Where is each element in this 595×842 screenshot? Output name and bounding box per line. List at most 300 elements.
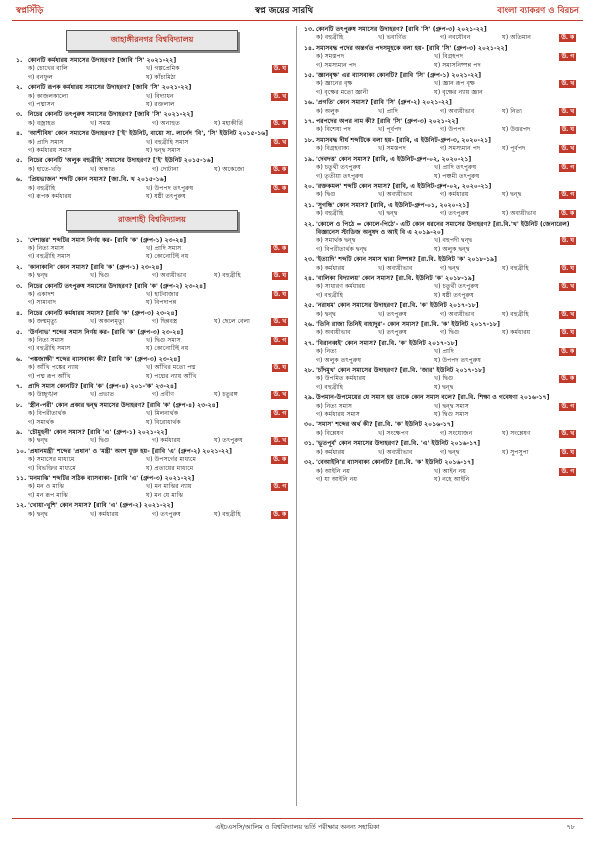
options-block [16, 185, 288, 202]
question-line [304, 183, 576, 191]
option: গ) উপপদ [440, 126, 465, 134]
footer-text: এইচএসসি/আলিম ও বিশ্ববিদ্যালয় ভর্তি পরীক্ষার অনন্য সহায়িকা [215, 823, 380, 831]
answer-badge: উ. খ [273, 319, 286, 326]
question-number: ৬. [16, 355, 23, 363]
question-line [16, 57, 288, 65]
question-number: ২৭. [304, 339, 315, 347]
left-column [16, 26, 288, 521]
answer-badge: উ. খ [561, 108, 574, 115]
option-row [28, 345, 288, 353]
question-line [16, 502, 288, 510]
options-block [304, 164, 576, 181]
option: খ) দ্বন্দ্ব সমাস [434, 402, 469, 410]
option: খ) প্রাদি সমাস [146, 244, 182, 252]
question-item [304, 321, 576, 338]
option: ঘ) বৃক্ষের ন্যায় জ্ঞান [434, 88, 483, 96]
option-row [28, 511, 288, 519]
question-item [16, 402, 288, 427]
option: ক) নিত্য [316, 348, 337, 356]
question-line [16, 475, 288, 483]
option-row [316, 411, 576, 419]
option: ক) বিশেষ্য পদ [316, 126, 351, 134]
question-number: ১০. [16, 447, 27, 455]
question-text: 'আশীবিষ' কোন সমাসের উদাহরণ? ['ই' ইউনিট, বায়ো সা. লার্নেদ 'বি', 'সি' ইউনিট ২০১৫-১৬] [28, 130, 269, 138]
question-line [16, 84, 288, 92]
option: ক) সমস্তপদ [316, 53, 345, 61]
option: গ) সমার্থক [28, 418, 55, 426]
question-text: 'পঙ্কজাক্ষী' শব্দের ব্যাসবাক্য কী? [রাবি 'ক' (গ্রুপ-৩) ২৩-২৪] [28, 355, 181, 363]
question-item [304, 302, 576, 319]
footer-rule [12, 818, 583, 819]
option-row [316, 237, 576, 245]
options-block [16, 511, 288, 519]
question-text: সমাসবদ্ধ দীর্ঘ শব্দটিকে বলা হয়- [রাবি, এ ইউনিট-গ্রুপ-৩, ২০২০-২১] [316, 136, 491, 144]
question-number: ৭. [16, 383, 23, 390]
option: ক) কর্মধারয় [316, 264, 345, 272]
option: খ) দ্বিগু [90, 437, 110, 445]
option-row [28, 419, 288, 427]
option-row [316, 191, 576, 199]
section-title-jahangirnagar: জাহাঙ্গীরনগর বিশ্ববিদ্যালয় [66, 30, 238, 51]
option: ঘ) প্রত্যয়ের মাধ্যমে [146, 464, 194, 472]
option-row [28, 465, 288, 473]
question-list [16, 237, 288, 520]
option: ক) আইনি নয় [316, 467, 350, 475]
answer-badge: উ. ঘ [561, 265, 574, 272]
option-row [316, 329, 576, 337]
answer-badge: উ. গ [561, 403, 574, 410]
question-number: ৮. [16, 401, 23, 409]
option: গ) বহুব্রীহি [316, 383, 344, 391]
answer-badge: উ. ক [561, 35, 574, 42]
question-number: ২. [16, 263, 23, 271]
question-item [16, 502, 288, 519]
option: ঘ) বিরোধার্থক [146, 418, 181, 426]
option-row [316, 80, 576, 88]
subject-title: বাংলা ব্যাকরণ ও বিরচন [497, 6, 579, 16]
option-row [28, 492, 288, 500]
question-text: কোনটি রূপক কর্মধারয় সমাসের উদাহরণ? [জাবি 'সি' ২০২১-২২] [28, 84, 192, 92]
option: ঘ) রক্তলাল [146, 101, 175, 109]
question-item [304, 202, 576, 219]
answer-badge: উ. খ [561, 284, 574, 291]
answer-badge: উ. ঘ [273, 273, 286, 280]
option: গ) অলুক তৎপুরুষ [316, 356, 362, 364]
question-line [304, 26, 576, 34]
options-block [304, 210, 576, 218]
question-line [16, 448, 288, 456]
question-item [304, 118, 576, 135]
question-item [304, 221, 576, 255]
option: গ) নবযৌবন [440, 34, 471, 42]
question-item [16, 475, 288, 500]
question-number: ২৮. [304, 367, 315, 375]
question-text: 'স্ত্রীন-পরী' কোন প্রকার দ্বন্দ্ব সমাসের উদাহরণ? [রাবি 'ক' (গ্রুপ-৪) ২৩-২৪] [28, 401, 219, 409]
option-row [316, 53, 576, 61]
question-text: প্রাদি সমাস কোনটি? [রাবি 'ক' (গ্রুপ-৪) ২০১-'ক' ২৩-২৪] [28, 383, 177, 390]
question-text: 'তিনি রাজা তিনিই বাহাদুর'- কোন সমাস? [রা.বি. 'ক' ইউনিট ২০১৭-১৮] [316, 321, 500, 328]
answer-badge: উ. গ [273, 337, 286, 344]
question-text: 'উর্ণনাভ' শব্দের সমাস নির্ণয় কর- [রাবি 'ক' (গ্রুপ-৩) ২৩-২৪] [28, 328, 184, 336]
option: ক) আঁখি পঙ্কের ন্যায় [28, 364, 79, 372]
option: খ) বিদ্যাধন [146, 92, 174, 100]
option: খ) প্রাদি তৎপুরুষ [434, 164, 477, 172]
option: গ) অব্যয়ীভাব [440, 310, 475, 318]
question-line [16, 283, 288, 291]
option: ঘ) দ্বিগু সমাস [434, 411, 469, 419]
option: গ) বিভক্তির মাধ্যমে [28, 464, 76, 472]
option: ক) দ্বন্দ্ব [28, 272, 48, 280]
question-text: নিচের কোনটি তৎপুরুষ সমাসের উদাহরণ? [রাবি 'ক' (গ্রুপ-২) ২৩-২৪] [28, 282, 206, 290]
header-rule [12, 20, 583, 21]
option: ঘ) বহুব্রীহি [214, 272, 241, 280]
question-number: ১. [16, 236, 23, 244]
option: খ) গল্পপ্রেমিক [146, 65, 180, 73]
option: ক) কাজলকালো [28, 92, 68, 100]
question-number: ১৩. [304, 26, 315, 33]
question-line [304, 72, 576, 80]
question-text: 'মনমাঝি' শব্দটির সঠিক ব্যাসবাক্য- [রাবি 'এ' (গ্রুপ-৩) ২০২১-২২] [28, 475, 195, 483]
option: খ) মন মাঝির ন্যায় [146, 483, 192, 491]
answer-badge: উ. ক [273, 120, 286, 127]
option: খ) সমস্তপদ [378, 145, 406, 153]
question-text: 'জ্ঞানবৃক্ষ' এর ব্যাসবাক্য কোনটি? [রাবি 'সি' (গ্রুপ-১) ২০২১-২২] [316, 72, 482, 80]
question-item [16, 111, 288, 128]
answer-badge: উ. ঘ [561, 238, 574, 245]
option-row [316, 108, 576, 116]
question-line [16, 264, 288, 272]
question-text: কোনটি তৎপুরুষ সমাসের উদাহরণ? [রাবি 'সি' (গ্রুপ-৩) ২০২১-২২] [316, 26, 487, 33]
option: ঘ) সংশ্লেষণ [502, 429, 531, 437]
option: ঘ) অকেজো [214, 165, 245, 173]
question-item [16, 383, 288, 400]
option: গ) বনফুল [28, 73, 53, 81]
question-text: উপমান-উপমেয়ের যে সমাস হয় তাকে কোন সমাস বলে? [রা.বি. শিক্ষা ও গবেষণা ২০১৬-১৭] [316, 394, 550, 402]
answer-badge: উ. গ [561, 165, 574, 172]
answer-badge: উ. ক [273, 185, 286, 192]
question-text: 'চাঁদমুখ' কোন সমাসের উদাহরণ? [রা.বি. 'জার' ইউনিট ২০১৭-১৮] [316, 367, 486, 375]
answer-badge: উ. ক [273, 245, 286, 252]
question-item [304, 394, 576, 419]
option-row [28, 185, 288, 193]
option: গ) প্রবীণ [152, 391, 175, 399]
option: ঘ) বহুব্রীহি [502, 264, 529, 272]
question-item [16, 57, 288, 82]
question-item [304, 459, 576, 484]
options-block [16, 245, 288, 262]
question-text: 'রক্তকমল' শব্দটি কোন সমাস? [রাবি, এ ইউনিট-গ্রুপ-০২, ২০২০-২১] [316, 182, 492, 190]
option-row [28, 65, 288, 73]
question-line [304, 221, 576, 238]
option-row [28, 139, 288, 147]
option: খ) পূর্বপদ [378, 126, 402, 134]
option-row [28, 272, 288, 280]
tagline: স্বপ্ন জয়ের সারথি [255, 6, 314, 16]
question-number: ৩. [16, 111, 23, 119]
options-block [304, 348, 576, 365]
answer-badge: উ. ক [561, 211, 574, 218]
option: ক) প্রাদি সমাস [28, 138, 64, 146]
options-block [304, 191, 576, 199]
question-text: নিচের কোনটি 'অলুক বহুব্রীহি' সমাসের উদাহরণ? ['ই' ইউনিট ২০১৫-১৬] [28, 157, 214, 165]
option: গ) সাম্যবাদ [28, 299, 57, 307]
question-text: 'প্রগতি' কোন সমাস? [রাবি 'সি' (গ্রুপ-২) ২০২১-২২] [316, 99, 452, 107]
option: ক) চোখের বালি [28, 65, 68, 73]
question-number: ২৩. [304, 256, 315, 264]
question-text: নিচের কোনটি কর্মধারয় সমাস? [রাবি 'ক' (গ্রুপ-৩) ২৩-২৪] [28, 309, 178, 317]
question-number: ১৭. [304, 118, 315, 126]
option-row [316, 403, 576, 411]
options-block [304, 329, 576, 337]
options-block [304, 34, 576, 42]
option-row [28, 391, 288, 399]
option: খ) হাটবাজার [146, 290, 179, 298]
option: গ) অব্যয়ীভাব [440, 107, 475, 115]
question-item [304, 26, 576, 43]
question-item [304, 156, 576, 181]
question-number: ৫. [16, 157, 23, 165]
option: ক) বহুব্রীহি [28, 184, 56, 192]
question-item [304, 72, 576, 97]
options-block [304, 283, 576, 300]
options-block [304, 53, 576, 70]
question-item [16, 130, 288, 155]
question-text: 'কোলে ও পিঠে = কোলে-পিঠে'- এটি কোন ধরনের সমাসের উদাহরণ? [রা.বি.'খ' ইউনিট (জেনারেল) বিজ্ঞানেস স্টাডিজ অনুষদ ও আই বি এ ২০১৯-২০] [316, 220, 570, 236]
option: গ) পদ্ম রূপ আঁখি [28, 372, 71, 380]
option-row [316, 283, 576, 291]
option: ঘ) অলুক দ্বন্দ্ব [434, 245, 470, 253]
question-text: 'সমাস' শব্দের অর্থ কী? [রা.বি. 'ক' ইউনিট ২০১৬-১৭] [316, 421, 454, 429]
answer-badge: উ. ক [561, 376, 574, 383]
answer-badge: উ. খ [273, 93, 286, 100]
options-block [16, 291, 288, 308]
question-line [304, 202, 576, 210]
option: খ) তৎপুরুষ [378, 329, 407, 337]
option: গ) বহুব্রীহি সমাস [28, 253, 71, 261]
answer-badge: উ. গ [273, 484, 286, 491]
question-line [304, 340, 576, 348]
answer-badge: উ. ঘ [273, 365, 286, 372]
answer-badge: উ. ক [273, 166, 286, 173]
question-number: ২৯. [304, 394, 315, 402]
answer-badge: উ. খ [561, 430, 574, 437]
option: গ) দ্বন্দ্ব [440, 264, 460, 272]
options-block [16, 456, 288, 473]
option: খ) উপপদ তৎপুরুষ [146, 184, 194, 192]
option: খ) চতুর্থী তৎপুরুষ [434, 283, 479, 291]
question-item [16, 237, 288, 262]
option: খ) মিলনার্থক [146, 410, 179, 418]
options-block [304, 145, 576, 153]
option: ঘ) সমাসনিষ্পন্ন পদ [434, 61, 481, 69]
question-item [16, 283, 288, 308]
question-item [304, 99, 576, 116]
option: ক) দ্বিগু [316, 191, 336, 199]
option: গ) সমস্যমান পদ [316, 61, 357, 69]
answer-badge: উ. গ [561, 192, 574, 199]
option: গ) অব্যয়ীভাব [152, 272, 187, 280]
question-line [16, 237, 288, 245]
answer-badge: উ. ক [273, 457, 286, 464]
question-line [16, 356, 288, 364]
question-number: ৩. [16, 282, 23, 290]
option: খ) বহুব্রীহি সমাস [146, 138, 189, 146]
brand-name: স্বপ্নসিঁড়ি [16, 6, 44, 16]
option: গ) কর্মধারয় সমাস [316, 411, 360, 419]
option: ঘ) অতিমান [502, 34, 531, 42]
options-block [304, 237, 576, 254]
option: ঘ) দ্বন্দ্ব সমাস [146, 147, 181, 155]
option-row [316, 476, 576, 484]
question-text: পরপদের অপর নাম কী? [রাবি 'সি' (গ্রুপ-৩) ২০২১-২২] [316, 118, 459, 126]
question-line [16, 130, 288, 138]
option-row [28, 93, 288, 101]
answer-badge: উ. ঘ [273, 66, 286, 73]
option: ক) জ্ঞানের বৃক্ষ [316, 80, 353, 88]
option: ক) নিত্য সমাস [28, 336, 64, 344]
column-divider [296, 26, 297, 806]
option-row [28, 299, 288, 307]
question-item [16, 84, 288, 109]
option-row [28, 410, 288, 418]
answer-badge: উ. ঘ [561, 127, 574, 134]
option: ক) মন ও মাঝি [28, 483, 65, 491]
option: ক) সাধারণ কর্মধারয় [316, 283, 366, 291]
option: ক) দ্বন্দ্ব [28, 510, 48, 518]
option-row [28, 318, 288, 326]
option: খ) দ্বিগু সমাস [146, 336, 181, 344]
option: গ) তৃতীয়া তৎপুরুষ [316, 172, 364, 180]
question-text: 'দেশান্তর' শব্দটির সমাস নির্ণয় কর- [রাবি 'ক' (গ্রুপ-১) ২৩-২৪] [28, 236, 187, 244]
option: খ) বিগ্রহপদ [434, 53, 463, 61]
answer-badge: উ. খ [561, 81, 574, 88]
option: খ) আঁখির মতো পদ্ম [146, 364, 196, 372]
option-row [316, 384, 576, 392]
question-item [304, 340, 576, 365]
options-block [304, 80, 576, 97]
option: খ) অন্ধাত [90, 165, 116, 173]
answer-badge: উ. খ [273, 139, 286, 146]
option: খ) দ্বন্দ্ব [378, 210, 398, 218]
question-number: ১৮. [304, 136, 315, 144]
question-number: ১২. [16, 502, 27, 510]
option-row [316, 34, 576, 42]
question-text: 'খোয়া-খুশি' কোন সমাস? [রাবি 'এ' (গ্রুপ-২) ২০২১-২২] [28, 502, 174, 510]
option: গ) মন রূপ মাঝি [28, 491, 68, 499]
answer-badge: উ. ঘ [273, 291, 286, 298]
option: ঘ) পঞ্চমী তৎপুরুষ [434, 172, 480, 180]
option: ক) বিগ্রহবাক্য [316, 145, 350, 153]
question-line [304, 99, 576, 107]
option: ক) উচ্ছৃঙ্খল [28, 391, 58, 399]
question-item [16, 157, 288, 174]
option: ঘ) ছেলে বেলা [214, 318, 250, 326]
question-line [304, 156, 576, 164]
question-number: ১৪. [304, 44, 315, 52]
question-item [16, 176, 288, 201]
option-row [316, 375, 576, 383]
question-item [304, 137, 576, 154]
option-row [316, 449, 576, 457]
option: ক) উপমিত কর্মধারয় [316, 375, 366, 383]
question-item [16, 429, 288, 446]
option: খ) অকালমৃত্যু [90, 318, 125, 326]
options-block [304, 126, 576, 134]
option: ঘ) উত্তরপদ [502, 126, 531, 134]
question-number: ৫. [16, 328, 23, 336]
question-number: ৪. [16, 309, 23, 317]
option: ঘ) পূর্বপদ [502, 145, 526, 153]
options-block [304, 468, 576, 485]
option: ঘ) কাঁচামিঠা [146, 73, 176, 81]
option: খ) প্রভাত [90, 391, 115, 399]
option-row [28, 253, 288, 261]
options-block [16, 483, 288, 500]
options-block [16, 410, 288, 427]
option: খ) দ্বিগু [434, 375, 454, 383]
options-block [304, 108, 576, 116]
option-row [28, 120, 288, 128]
options-block [16, 139, 288, 156]
answer-badge: উ. গ [273, 411, 286, 418]
option: গ) বহুব্রীহি সমাস [28, 345, 71, 353]
option-row [28, 291, 288, 299]
question-text: কোনটি কর্মধারয় সমাসের উদাহরণ? [জাবি 'সি' ২০২১-২২] [28, 57, 177, 64]
option: গ) দোটানা [152, 165, 179, 173]
question-number: ২. [16, 84, 23, 92]
question-text: নিচের কোনটি তৎপুরুষ সমাসের উদাহরণ? [জাবি 'সি' ২০২১-২২] [28, 111, 194, 119]
option: খ) জ্ঞান রূপ বৃক্ষ [434, 80, 475, 88]
option: গ) ছিন্নবস্ত্র [152, 318, 178, 326]
option: গ) কর্মধারয় [152, 437, 181, 445]
option: খ) সংক্ষেপণ [378, 429, 409, 437]
option-row [316, 210, 576, 218]
option: ক) একাদশ [28, 290, 55, 298]
option: গ) সংযোজন [440, 429, 473, 437]
question-text: 'বিরানব্বই' কোন সমাস? [রা.বি. 'ক' ইউনিট ২০১৭-১৮] [316, 339, 458, 347]
question-line [16, 157, 288, 165]
option: ক) চতুর্থী তৎপুরুষ [316, 164, 361, 172]
answer-badge: উ. ক [273, 511, 286, 518]
question-number: ৩২. [304, 459, 315, 467]
option: ক) জন্মমৃত্যু [28, 318, 57, 326]
option-row [316, 348, 576, 356]
option: ঘ) উপপদ তৎপুরুষ [434, 356, 481, 364]
question-number: ২১. [304, 201, 315, 209]
question-number: ২৫. [304, 302, 315, 310]
option: ক) নিত্য সমাস [28, 244, 64, 252]
option: ক) অব্যয়ীভাব [316, 329, 351, 337]
question-line [304, 394, 576, 402]
option: ক) দ্বন্দ্ব [316, 310, 336, 318]
question-text: 'বেআইনি'র ব্যাসবাক্য কোনটি? [রা.বি. 'ক' ইউনিট ২০১৬-১৭] [316, 459, 474, 467]
question-item [304, 275, 576, 300]
options-block [304, 265, 576, 273]
answer-badge: উ. খ [273, 438, 286, 445]
options-block [16, 437, 288, 445]
question-item [304, 367, 576, 392]
option-row [28, 101, 288, 109]
option: গ) দ্বিগু [440, 329, 460, 337]
option-row [316, 145, 576, 153]
option: ঘ) বহুব্রীহি [214, 510, 241, 518]
option-row [316, 357, 576, 365]
question-text: 'ভূতপূর্ব' কোন সমাসের উদাহরণ? [রা.বি. 'এ' ইউনিট ২০১৬-১৭] [316, 440, 481, 448]
option-row [28, 74, 288, 82]
option-row [316, 164, 576, 172]
option: গ) অনাহুত [152, 119, 180, 127]
question-line [304, 45, 576, 53]
